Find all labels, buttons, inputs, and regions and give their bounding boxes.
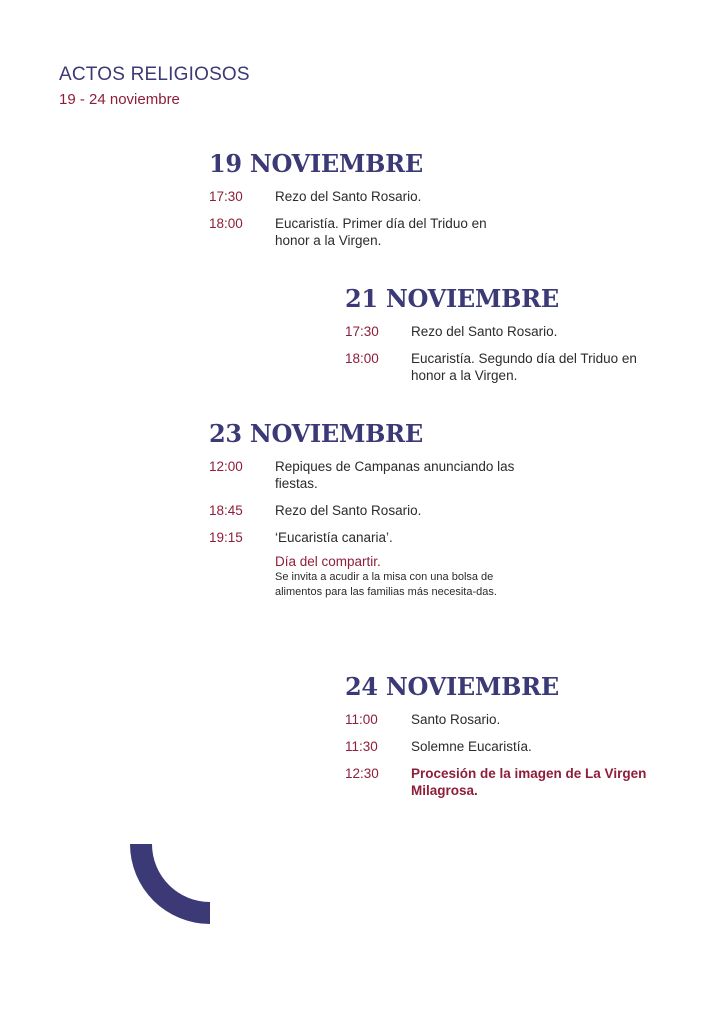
event-row xyxy=(209,215,525,249)
event-time: 11:30 xyxy=(345,739,378,754)
event-description: Santo Rosario. xyxy=(411,712,501,727)
day-section-23 xyxy=(209,420,525,600)
note-text: Se invita a acudir a la misa con una bolsa de alimentos para las familias más necesita-das. xyxy=(275,571,497,598)
page-header xyxy=(59,64,250,109)
event-description: Repiques de Campanas anunciando las fiestas. xyxy=(275,459,515,491)
event-description: Solemne Eucaristía. xyxy=(411,739,532,754)
event-time: 18:45 xyxy=(209,503,243,518)
event-row xyxy=(209,188,525,205)
event-row xyxy=(345,765,661,799)
day-title: 23 NOVIEMBRE xyxy=(209,419,423,448)
event-description: Rezo del Santo Rosario. xyxy=(411,324,558,339)
event-time: 12:00 xyxy=(209,459,243,474)
event-time: 17:30 xyxy=(209,189,243,204)
event-time: 11:00 xyxy=(345,712,378,727)
event-description: Rezo del Santo Rosario. xyxy=(275,503,422,518)
note-title: Día del compartir. xyxy=(275,554,381,569)
event-row xyxy=(209,529,525,546)
event-row xyxy=(345,323,661,340)
day-title: 21 NOVIEMBRE xyxy=(345,284,559,313)
day-section-21 xyxy=(345,285,661,394)
event-description: Rezo del Santo Rosario. xyxy=(275,189,422,204)
event-description: ‘Eucaristía canaria’. xyxy=(275,530,393,545)
event-time: 12:30 xyxy=(345,766,379,781)
event-row xyxy=(345,738,661,755)
event-row xyxy=(209,502,525,519)
event-description: Eucaristía. Primer día del Triduo en honor a la Virgen. xyxy=(275,216,487,248)
event-description: Procesión de la imagen de La Virgen Milagrosa. xyxy=(411,766,647,798)
event-row xyxy=(345,350,661,384)
event-note xyxy=(275,554,525,600)
day-section-19 xyxy=(209,150,525,259)
event-description: Eucaristía. Segundo día del Triduo en honor a la Virgen. xyxy=(411,351,637,383)
event-time: 19:15 xyxy=(209,530,243,545)
day-title: 19 NOVIEMBRE xyxy=(209,149,423,178)
page-title: ACTOS RELIGIOSOS xyxy=(59,64,250,85)
day-section-24 xyxy=(345,673,661,809)
event-time: 18:00 xyxy=(209,216,243,231)
event-time: 17:30 xyxy=(345,324,379,339)
quarter-arc-shape xyxy=(130,844,210,924)
event-row xyxy=(209,458,525,492)
event-time: 18:00 xyxy=(345,351,379,366)
day-title: 24 NOVIEMBRE xyxy=(345,672,559,701)
page-subtitle: 19 - 24 noviembre xyxy=(59,91,180,108)
event-row xyxy=(345,711,661,728)
